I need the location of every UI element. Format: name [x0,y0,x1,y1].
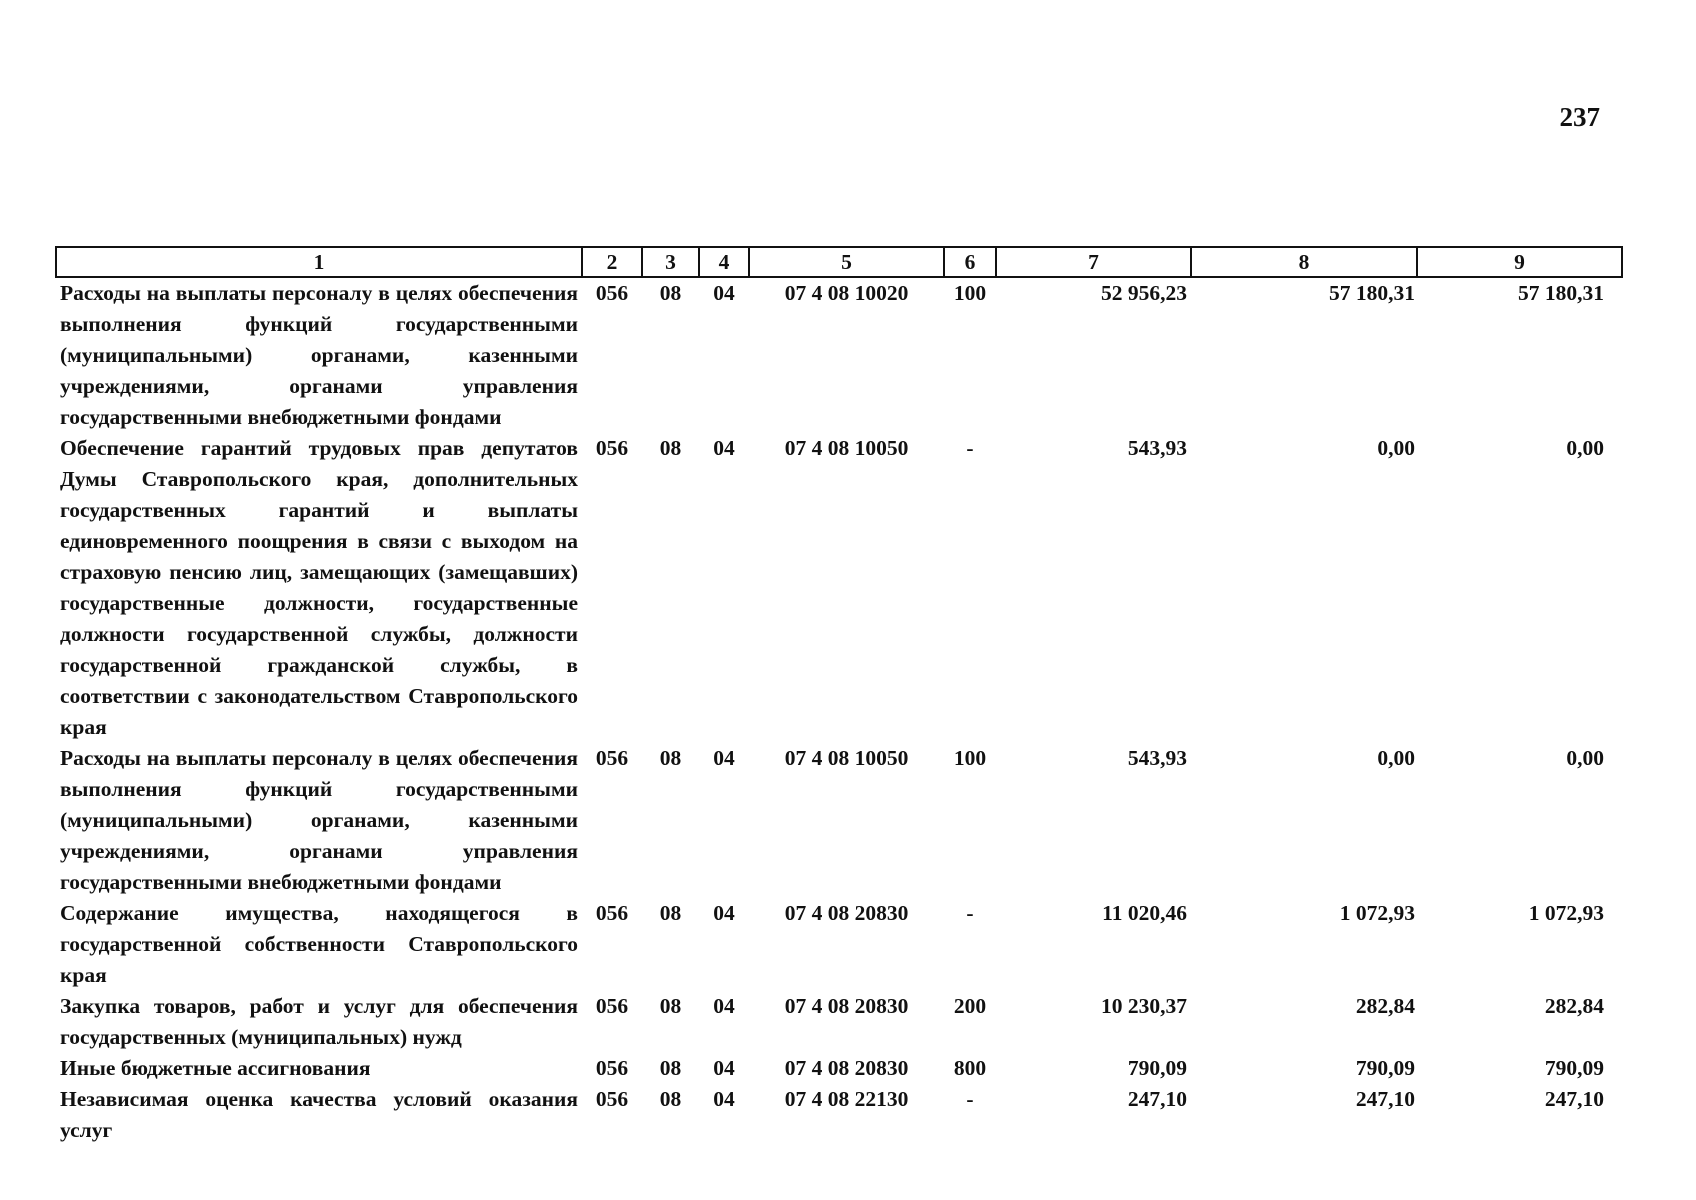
cell-col9: 247,10 [1544,1087,1604,1111]
cell-col3: 08 [659,901,682,925]
cell-col8: 247,10 [1355,1087,1415,1111]
cell-col7: 790,09 [1127,1056,1187,1080]
cell-col9: 0,00 [1566,436,1604,460]
header-cell: 9 [1417,247,1622,277]
cell-col3: 08 [659,746,682,770]
cell-col3: 08 [659,1056,682,1080]
cell-col6: 200 [953,994,987,1018]
cell-col6: 100 [953,281,987,305]
cell-col5: 07 4 08 20830 [784,994,909,1018]
table-row [56,277,1622,433]
cell-col5: 07 4 08 20830 [784,1056,909,1080]
header-cell: 4 [699,247,749,277]
cell-col9: 282,84 [1544,994,1604,1018]
cell-col8: 57 180,31 [1329,281,1415,305]
cell-col8: 0,00 [1377,746,1415,770]
table-row [56,991,1622,1053]
cell-col6: - [966,436,974,460]
cell-col5: 07 4 08 10020 [784,281,909,305]
cell-col5: 07 4 08 10050 [784,746,909,770]
cell-col4: 04 [713,746,735,770]
cell-col2: 056 [595,901,629,925]
cell-col4: 04 [713,436,735,460]
header-cell: 1 [56,247,582,277]
cell-col8: 282,84 [1355,994,1415,1018]
cell-col8: 790,09 [1355,1056,1415,1080]
header-cell: 7 [996,247,1191,277]
row-name: Расходы на выплаты персоналу в целях обеспечения выполнения функций государственными (муниципальными) органами, казенными учреждениями, органами управления государственными внебюджетными фондами [60,281,578,429]
header-cell: 5 [749,247,944,277]
header-row [56,247,1622,277]
cell-col6: 800 [953,1056,987,1080]
cell-col4: 04 [713,1056,735,1080]
row-name: Закупка товаров, работ и услуг для обеспечения государственных (муниципальных) нужд [60,994,578,1049]
cell-col6: - [966,901,974,925]
row-name: Содержание имущества, находящегося в государственной собственности Ставропольского края [60,901,578,987]
row-name: Расходы на выплаты персоналу в целях обеспечения выполнения функций государственными (муниципальными) органами, казенными учреждениями, органами управления государственными внебюджетными фондами [60,746,578,894]
cell-col3: 08 [659,994,682,1018]
cell-col2: 056 [595,436,629,460]
cell-col9: 790,09 [1544,1056,1604,1080]
cell-col5: 07 4 08 10050 [784,436,909,460]
cell-col7: 247,10 [1127,1087,1187,1111]
table-row [56,898,1622,991]
row-name: Иные бюджетные ассигнования [60,1056,371,1080]
cell-col9: 57 180,31 [1518,281,1604,305]
cell-col9: 1 072,93 [1528,901,1604,925]
budget-table [55,246,1623,1146]
cell-col4: 04 [713,901,735,925]
cell-col2: 056 [595,746,629,770]
cell-col8: 1 072,93 [1339,901,1415,925]
table-row [56,743,1622,898]
cell-col2: 056 [595,994,629,1018]
table-row [56,1053,1622,1084]
table-row [56,1084,1622,1146]
row-name: Независимая оценка качества условий оказания услуг [60,1087,578,1142]
cell-col4: 04 [713,281,735,305]
header-cell: 3 [642,247,699,277]
header-cell: 6 [944,247,996,277]
header-cell: 8 [1191,247,1417,277]
cell-col3: 08 [659,281,682,305]
table-row [56,433,1622,743]
cell-col3: 08 [659,1087,682,1111]
header-cell: 2 [582,247,642,277]
cell-col5: 07 4 08 22130 [784,1087,909,1111]
cell-col7: 52 956,23 [1101,281,1187,305]
cell-col6: 100 [953,746,987,770]
cell-col5: 07 4 08 20830 [784,901,909,925]
cell-col4: 04 [713,1087,735,1111]
row-name: Обеспечение гарантий трудовых прав депутатов Думы Ставропольского края, дополнительных государственных гарантий и выплаты единовременного поощрения в связи с выходом на страховую пенсию лиц, замещающих (замещавших) государственные должности, государственные должности государственной службы, должности государственной гражданской службы, в соответствии с законодательством Ставропольского края [60,436,578,739]
cell-col9: 0,00 [1566,746,1604,770]
page-number: 237 [1559,102,1600,132]
cell-col8: 0,00 [1377,436,1415,460]
cell-col7: 10 230,37 [1101,994,1187,1018]
cell-col3: 08 [659,436,682,460]
cell-col7: 543,93 [1127,436,1187,460]
cell-col2: 056 [595,1056,629,1080]
cell-col2: 056 [595,1087,629,1111]
cell-col7: 543,93 [1127,746,1187,770]
cell-col7: 11 020,46 [1102,901,1187,925]
cell-col2: 056 [595,281,629,305]
cell-col4: 04 [713,994,735,1018]
cell-col6: - [966,1087,974,1111]
